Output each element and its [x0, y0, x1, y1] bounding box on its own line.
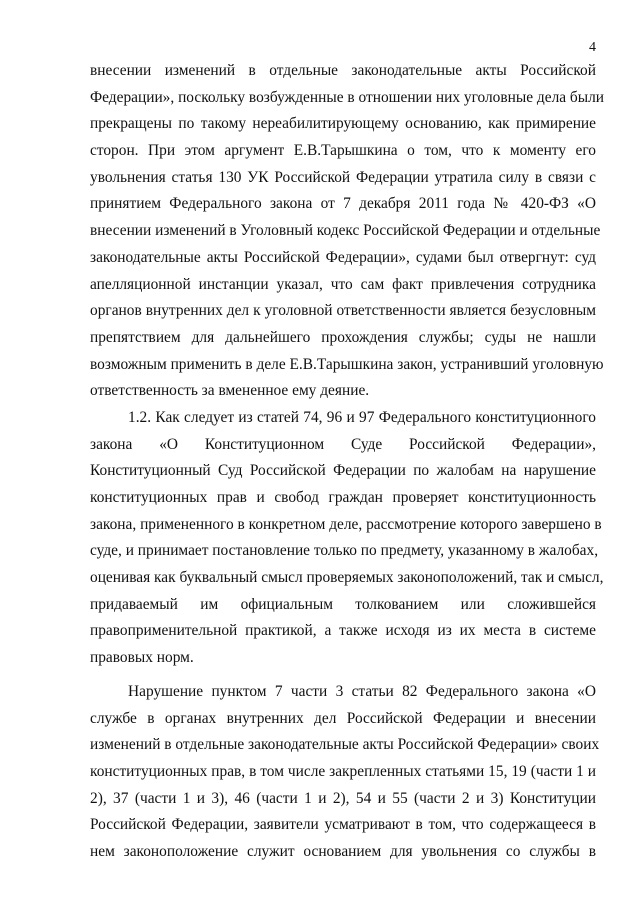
body-text	[90, 58, 605, 866]
text-line: увольнения статья 130 УК Российской Федерации утратила силу в связи с	[90, 168, 596, 186]
text-line: правовых норм.	[90, 649, 194, 667]
text-line: Нарушение пунктом 7 части 3 статьи 82 Федерального закона «О	[128, 682, 596, 700]
text-line: нем законоположение служит основанием для увольнения со службы в	[90, 842, 596, 860]
text-line: возможным применить в деле Е.В.Тарышкина закон, устранивший уголовную	[90, 355, 604, 373]
text-line: правоприменительной практикой, а также исходя из их места в системе	[90, 622, 596, 640]
text-line: Конституционный Суд Российской Федерации по жалобам на нарушение	[90, 462, 596, 480]
text-line: службе в органах внутренних дел Российской Федерации и внесении	[90, 709, 596, 727]
text-line: препятствием для дальнейшего прохождения службы; суды не нашли	[90, 328, 596, 346]
text-line: конституционных прав и свобод граждан проверяет конституционность	[90, 489, 596, 506]
page-number: 4	[589, 40, 596, 55]
paragraph-spacing	[90, 672, 596, 679]
text-line: принятием Федерального закона от 7 декабря 2011 года № 420-ФЗ «О	[90, 195, 596, 213]
text-line: внесении изменений в отдельные законодательные акты Российской	[90, 62, 596, 79]
text-line: придаваемый им официальным толкованием или сложившейся	[90, 595, 596, 613]
text-line: прекращены по такому нереабилитирующему основанию, как примирение	[90, 115, 596, 133]
text-line: изменений в отдельные законодательные акты Российской Федерации» своих	[90, 736, 600, 754]
text-line: сторон. При этом аргумент Е.В.Тарышкина о том, что к моменту его	[90, 142, 596, 160]
text-line: конституционных прав, в том числе закрепленных статьями 15, 19 (части 1 и	[90, 762, 596, 780]
text-line: Российской Федерации, заявители усматривают в том, что содержащееся в	[90, 816, 596, 834]
text-line: органов внутренних дел к уголовной ответственности является безусловным	[90, 302, 596, 320]
paragraph-1	[90, 58, 605, 405]
text-line: закона, примененного в конкретном деле, рассмотрение которого завершено в	[90, 515, 602, 533]
text-line: законодательные акты Российской Федерации», судами был отвергнут: суд	[90, 248, 596, 266]
text-line: апелляционной инстанции указал, что сам факт привлечения сотрудника	[90, 275, 596, 293]
text-line: закона «О Конституционном Суде Российской Федерации»,	[90, 435, 596, 453]
paragraph-3	[90, 679, 600, 866]
paragraph-2	[90, 405, 604, 672]
text-line: оценивая как буквальный смысл проверяемых законоположений, так и смысл,	[90, 569, 604, 587]
text-line: Федерации», поскольку возбужденные в отношении них уголовные дела были	[90, 88, 605, 106]
text-line: 1.2. Как следует из статей 74, 96 и 97 Федерального конституционного	[128, 408, 596, 426]
text-line: внесении изменений в Уголовный кодекс Российской Федерации и отдельные	[90, 222, 601, 240]
text-line: 2), 37 (части 1 и 3), 46 (части 1 и 2), 54 и 55 (части 2 и 3) Конституции	[90, 789, 596, 807]
text-line: суде, и принимает постановление только по предмету, указанному в жалобах,	[90, 542, 599, 560]
text-line: ответственность за вмененное ему деяние.	[90, 382, 370, 400]
